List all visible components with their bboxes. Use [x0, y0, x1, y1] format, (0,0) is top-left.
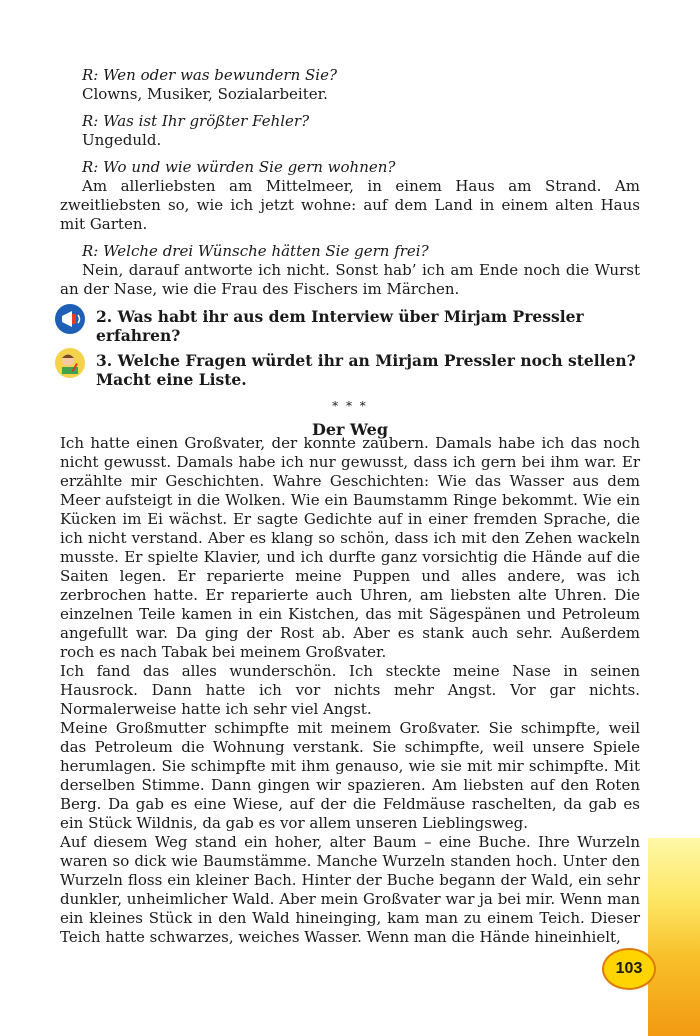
task-3-text: 3. Welche Fragen würdet ihr an Mirjam Pressler noch stellen? Macht eine Liste.: [96, 351, 636, 389]
interview-answer: Ungeduld.: [82, 131, 162, 149]
interview-answer: Am allerliebsten am Mittelmeer, in einem Haus am Strand. Am zweitliebsten so, wie ich jetzt wohne: auf dem Land in einem alten Haus mit Garten.: [60, 177, 640, 233]
interview-answer: Nein, darauf antworte ich nicht. Sonst hab’ ich am Ende noch die Wurst an der Nase, wie die Frau des Fischers im Märchen.: [60, 261, 640, 298]
interview-item: [60, 66, 640, 104]
section-separator: * * *: [332, 399, 368, 413]
interview-item: [60, 242, 640, 299]
page-number-badge: [602, 948, 656, 990]
interview-answer: Clowns, Musiker, Sozialarbeiter.: [82, 85, 328, 103]
interview-item: [60, 158, 640, 234]
story-paragraph: Auf diesem Weg stand ein hoher, alter Baum – eine Buche. Ihre Wurzeln waren so dick wie Baumstämme. Manche Wurzeln standen hoch. Unter den Wurzeln floss ein kleiner Bach. Hinter der Buche begann der Wald, ein sehr dunkler, unheimlicher Wald. Aber mein Großvater war ja bei mir. Wenn man ein kleines Stück in den Wald hineinging, kam man zu einem Teich. Dieser Teich hatte schwarzes, weiches Wasser. Wenn man die Hände hineinhielt,: [60, 833, 640, 946]
interview-section: [60, 66, 640, 445]
page-number: 103: [615, 960, 643, 977]
story-paragraph: Meine Großmutter schimpfte mit meinem Großvater. Sie schimpfte, weil das Petroleum die Wohnung verstank. Sie schimpfte, weil unsere Spiele herumlagen. Sie schimpfte mit ihm genauso, wie sie mit mir schimpfte. Mit derselben Stimme. Dann gingen wir spazieren. Am liebsten auf den Roten Berg. Da gab es eine Wiese, auf der die Feldmäuse raschelten, da gab es ein Stück Wildnis, da gab es vor allem unseren Lieblingsweg.: [60, 719, 640, 832]
pupil-writing-icon: [54, 347, 86, 379]
story-body: [60, 434, 640, 947]
megaphone-icon: [54, 303, 86, 335]
interview-question: R: Wo und wie würden Sie gern wohnen?: [82, 158, 396, 176]
story-paragraph: Ich hatte einen Großvater, der konnte zaubern. Damals habe ich das noch nicht gewusst. Damals habe ich nur gewusst, dass ich gern bei ihm war. Er erzählte mir Geschichten. Wahre Geschichten: Wie das Wasser aus dem Meer aufsteigt in die Wolken. Wie ein Baumstamm Ringe bekommt. Wie ein Kücken im Ei wächst. Er sagte Gedichte auf in einer fremden Sprache, die ich nicht verstand. Aber es klang so schön, dass ich mit den Zehen wackeln musste. Er spielte Klavier, und ich durfte ganz vorsichtig die Hände auf die Saiten legen. Er reparierte meine Puppen und alles andere, was ich zerbrochen hatte. Er reparierte auch Uhren, am liebsten alte Uhren. Die einzelnen Teile kamen in ein Kistchen, das mit Sägespänen und Petroleum angefullt war. Da ging der Rost ab. Aber es stank auch sehr. Außerdem roch es nach Tabak bei meinem Großvater.: [60, 434, 640, 661]
page-side-tab: [648, 838, 700, 1036]
interview-question: R: Was ist Ihr größter Fehler?: [82, 112, 310, 130]
interview-question: R: Welche drei Wünsche hätten Sie gern frei?: [82, 242, 429, 260]
story-paragraph: Ich fand das alles wunderschön. Ich steckte meine Nase in seinen Hausrock. Dann hatte ich vor nichts mehr Angst. Vor gar nichts. Normalerweise hatte ich sehr viel Angst.: [60, 662, 640, 718]
task-2-text: 2. Was habt ihr aus dem Interview über Mirjam Pressler erfahren?: [96, 307, 584, 345]
story-title: Der Weg: [311, 420, 389, 439]
task-2: [60, 307, 640, 345]
interview-item: [60, 112, 640, 150]
task-3: [60, 351, 640, 389]
interview-question: R: Wen oder was bewundern Sie?: [82, 66, 338, 84]
